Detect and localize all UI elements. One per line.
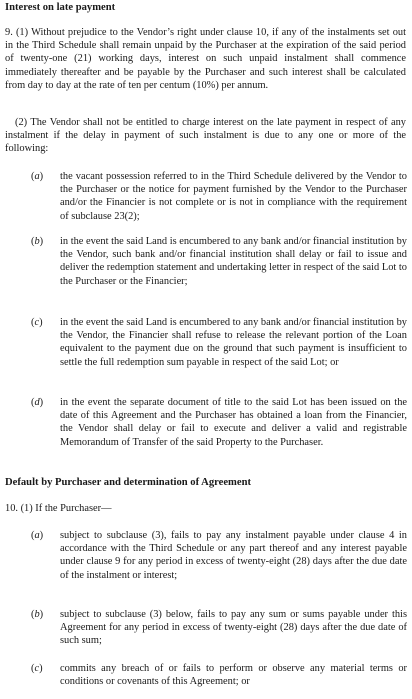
item-label: (a): [31, 171, 44, 182]
item-text: commits any breach of or fails to perform or observe any material terms or conditions or covenants of this Agreement; or: [60, 663, 407, 688]
item-text: subject to subclause (3), fails to pay any instalment payable under clause 4 in accordance with the Third Schedule or any part thereof and any interest payable under clause 9 for any period in excess of twenty-eight (28) days after the due date of the instalment or interest;: [60, 530, 407, 581]
section-heading-default: Default by Purchaser and determination of Agreement: [5, 477, 251, 488]
item-label: (a): [31, 530, 44, 541]
clause-9-paragraph-2: (2) The Vendor shall not be entitled to charge interest on the late payment in respect of any instalment if the delay in payment of such instalment is due to any one or more of the following:: [5, 117, 406, 155]
item-label: (b): [31, 236, 44, 247]
item-text: in the event the said Land is encumbered to any bank and/or financial institution by the Vendor, the Financier shall refuse to release the relevant portion of the Loan equivalent to the payment due on the ground that such payment is insufficient to settle the full redemption sum payable in respect of the said Lot; or: [60, 317, 407, 368]
item-label: (b): [31, 609, 44, 620]
item-label: (c): [31, 317, 43, 328]
clause-10-intro: 10. (1) If the Purchaser—: [5, 503, 112, 514]
item-label: (c): [31, 663, 43, 674]
item-text: the vacant possession referred to in the Third Schedule delivered by the Vendor to the Purchaser or the notice for payment furnished by the Vendor to the Purchaser and/or the Financier is not complete or is not in compliance with the requirement of subclause 23(2);: [60, 171, 407, 222]
item-text: subject to subclause (3) below, fails to pay any sum or sums payable under this Agreement for any period in excess of twenty-eight (28) days after the due date of such sum;: [60, 609, 407, 647]
section-heading-interest: Interest on late payment: [5, 2, 116, 13]
item-label: (d): [31, 397, 44, 408]
item-text: in the event the said Land is encumbered to any bank and/or financial institution by the Vendor, such bank and/or financial institution shall delay or fail to issue and deliver the redemption statement and undertaking letter in respect of the said Lot to the Purchaser or the Financier;: [60, 236, 407, 287]
clause-9-paragraph-1: 9. (1) Without prejudice to the Vendor’s right under clause 10, if any of the instalments set out in the Third Schedule shall remain unpaid by the Purchaser at the expiration of the said period of twenty-one (21) working days, interest on such unpaid instalment shall commence immediately thereafter and be payable by the Purchaser and such interest shall be calculated from day to day at the rate of ten per centum (10%) per annum.: [5, 27, 406, 91]
item-text: in the event the separate document of title to the said Lot has been issued on the date of this Agreement and the Purchaser has obtained a loan from the Financier, the Vendor shall delay or fail to execute and deliver a valid and registrable Memorandum of Transfer of the said Property to the Purchaser.: [60, 397, 407, 448]
